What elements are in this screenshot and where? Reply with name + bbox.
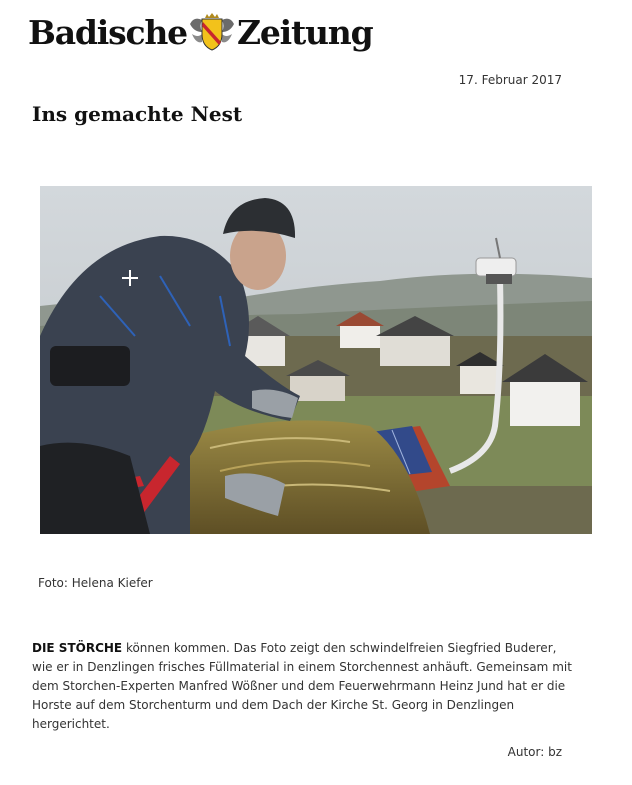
article-body <box>32 639 572 734</box>
article-lead: DIE STÖRCHE <box>32 641 123 655</box>
baden-crest-icon <box>188 12 236 52</box>
article-title: Ins gemachte Nest <box>32 102 243 126</box>
photo-credit: Foto: Helena Kiefer <box>38 576 153 590</box>
article-date: 17. Februar 2017 <box>458 73 562 87</box>
brand-name-left: Badische <box>28 12 187 52</box>
article-body-text: können kommen. Das Foto zeigt den schwindelfreien Siegfried Buderer, wie er in Denzlingen frisches Füllmaterial in einem Storchennest anhäuft. Gemeinsam mit dem Storchen-Experten Manfred Wößner und dem Feuerwehrmann Heinz Jund hat er die Horste auf dem Storchenturm und dem Dach der Kirche St. Georg in Denzlingen hergerichtet. <box>32 641 572 731</box>
article-photo <box>40 186 592 534</box>
masthead-logo[interactable] <box>28 8 372 56</box>
article-author: Autor: bz <box>507 745 562 759</box>
brand-name-right: Zeitung <box>236 12 373 52</box>
